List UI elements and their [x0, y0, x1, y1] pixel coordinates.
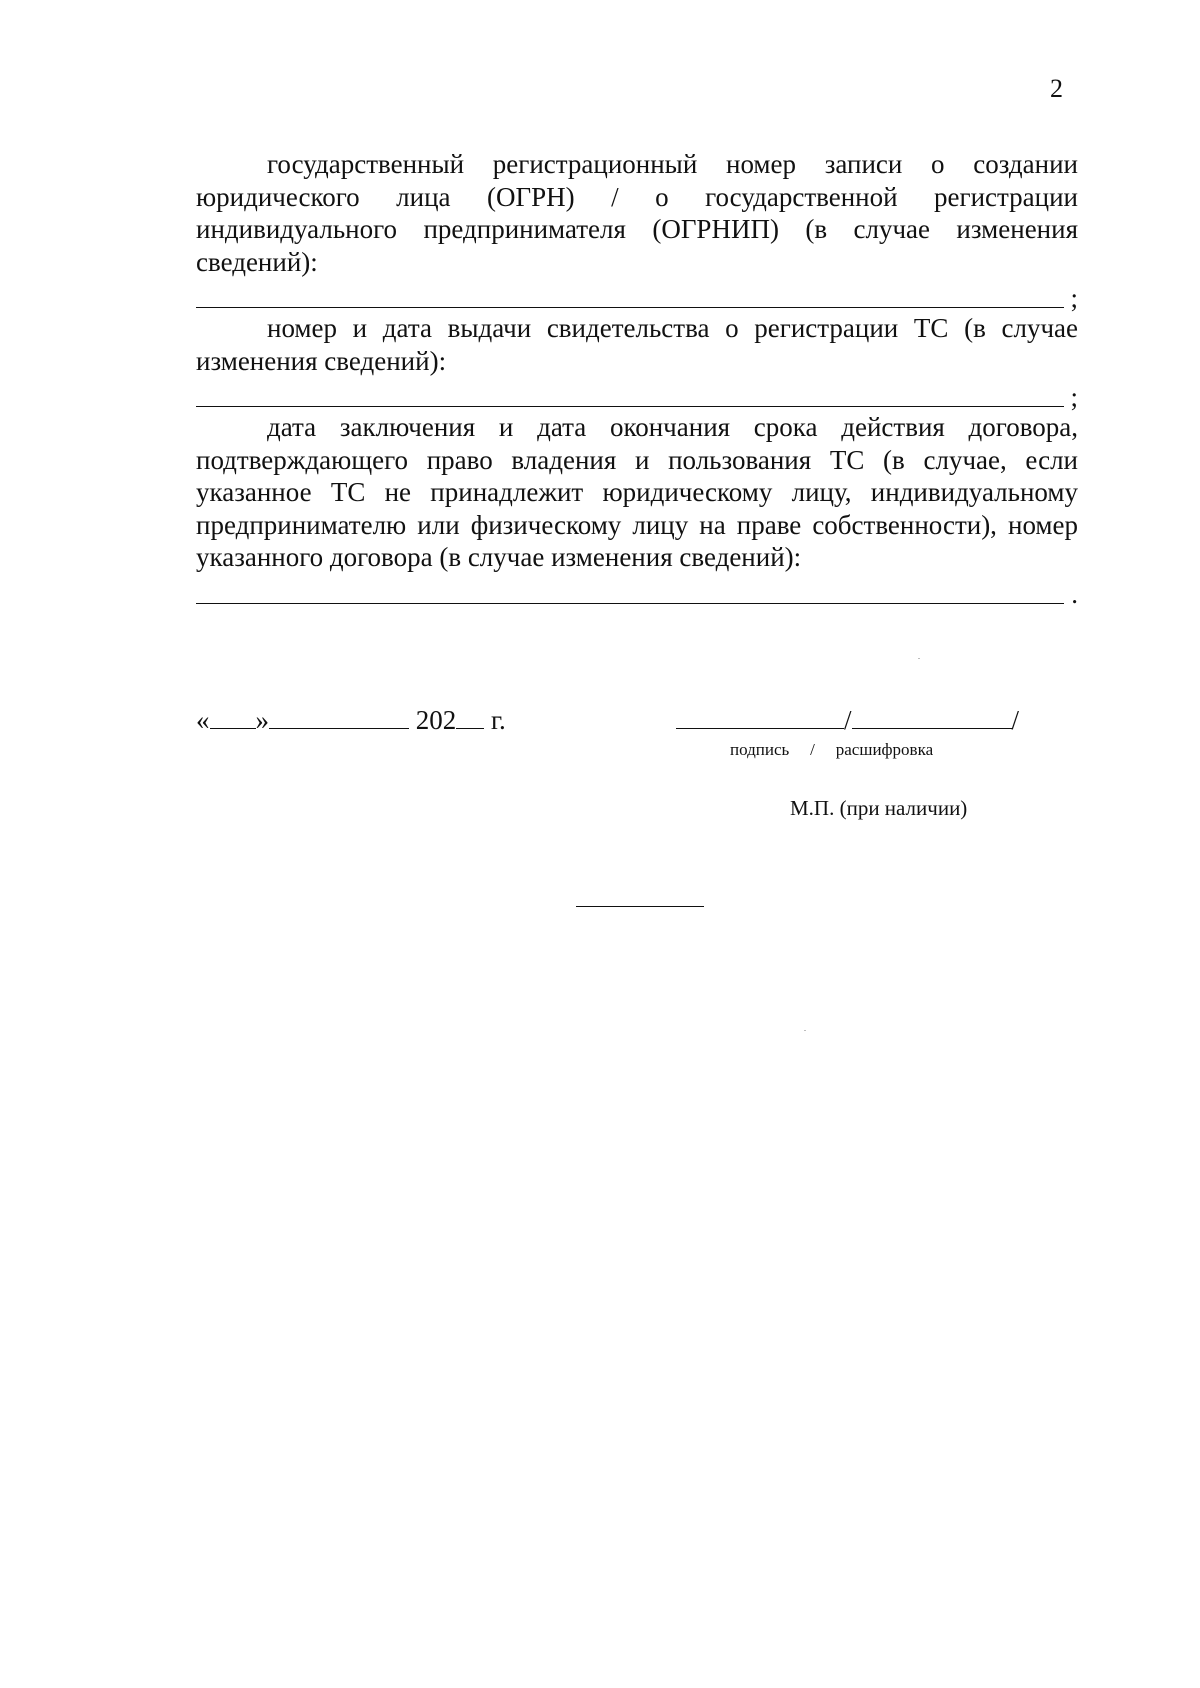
- date-open-quote: «: [196, 705, 210, 735]
- date-close-quote: »: [255, 705, 269, 735]
- field-label-registration-certificate: номер и дата выдачи свидетельства о регистрации ТС (в случае изменения сведений):: [196, 313, 1078, 376]
- signature-caption: подпись: [730, 740, 790, 759]
- field-input-registration-certificate[interactable]: [196, 377, 1078, 411]
- field-input-ogrn[interactable]: [196, 278, 1078, 312]
- seal-note: М.П. (при наличии): [790, 796, 968, 820]
- fill-line: [196, 307, 1064, 308]
- document-end-rule: [576, 906, 704, 907]
- signature-end-separator: /: [1011, 705, 1020, 735]
- month-blank[interactable]: [269, 704, 409, 729]
- decoding-caption: расшифровка: [835, 740, 934, 759]
- page-number: 2: [1050, 74, 1063, 103]
- form-fields: [196, 148, 1078, 608]
- date-block: [196, 704, 506, 736]
- year-blank[interactable]: [456, 704, 484, 729]
- field-label-ogrn: государственный регистрационный номер записи о создании юридического лица (ОГРН) / о государственной регистрации индивидуального предпринимателя (ОГРНИП) (в случае изменения сведений):: [196, 149, 1078, 277]
- year-prefix: 202: [415, 705, 457, 735]
- year-suffix: г.: [491, 705, 506, 735]
- scan-speck: [918, 658, 920, 659]
- day-blank[interactable]: [210, 704, 256, 729]
- field-end-mark: .: [1071, 578, 1078, 609]
- field-label-contract: дата заключения и дата окончания срока действия договора, подтверждающего право владения и пользования ТС (в случае, если указанное ТС не принадлежит юридическому лицу, индивидуальному предпринимателю или физическому лицу на праве собственности), номер указанного договора (в случае изменения сведений):: [196, 412, 1078, 572]
- scan-speck: [804, 1030, 806, 1031]
- decoding-blank[interactable]: [852, 704, 1012, 729]
- caption-separator: /: [810, 740, 815, 759]
- fill-line: [196, 603, 1064, 604]
- signature-blank[interactable]: [676, 704, 844, 729]
- field-input-contract[interactable]: [196, 574, 1078, 608]
- signature-block: [676, 704, 1019, 736]
- field-end-mark: ;: [1070, 382, 1078, 412]
- signature-separator: /: [844, 705, 852, 735]
- fill-line: [196, 406, 1064, 407]
- field-end-mark: ;: [1070, 283, 1078, 313]
- signature-captions: [730, 740, 933, 760]
